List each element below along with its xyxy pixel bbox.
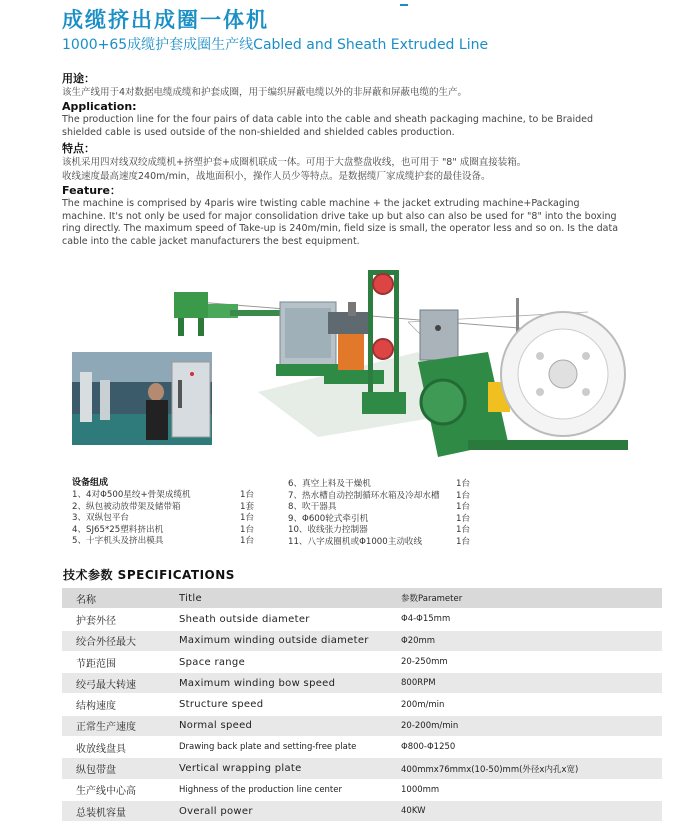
table-row: 结构速度 Structure speed 200m/min xyxy=(62,694,662,715)
specs-header-cell: 名称 xyxy=(62,588,179,609)
usage-heading-cn: 用途： xyxy=(62,72,95,85)
specs-table xyxy=(62,587,662,822)
specs-header-row xyxy=(62,588,662,609)
table-row: 总装机容量 Overall power 40KW xyxy=(62,800,662,821)
equipment-heading: 设备组成 xyxy=(72,478,109,488)
title-underline-fragment xyxy=(400,0,408,6)
equipment-item: 11、八字成圈机或Φ1000主动收线 1台 xyxy=(288,536,471,547)
feature-text-en: The machine is comprised by 4paris wire twisting cable machine + the jacket extruding machine+Packaging machine. It's not only be used for major consolidation drive take up but also can also be used for "8" into the boxing ring directly. The maximum speed of Take-up is 240m/min, field size is small, the operator less and so on. Is the data cable into the cable jacket manufacturers the best equipment. xyxy=(62,198,619,247)
equipment-item: 7、热水槽自动控制循环水箱及冷却水槽 1台 xyxy=(288,490,471,501)
specs-header-cell: Title xyxy=(179,588,401,609)
equipment-item: 5、十字机头及挤出模具 1台 xyxy=(72,536,255,547)
production-line-illustration xyxy=(168,262,630,472)
usage-heading-en: Application: xyxy=(62,100,137,113)
usage-text-en: The production line for the four pairs of data cable into the cable and sheath packaging machine, to be Braided shielded cable is used outside of the non-shielded and shielded cables production. xyxy=(62,114,593,138)
equipment-item: 8、吹干器具 1台 xyxy=(288,502,471,513)
equipment-item: 10、收线张力控制器 1台 xyxy=(288,525,471,536)
table-row: 绞合外径最大 Maximum winding outside diameter Φ20mm xyxy=(62,630,662,651)
equipment-item: 4、SJ65*25塑料挤出机 1台 xyxy=(72,524,255,535)
table-row: 生产线中心高 Highness of the production line center 1000mm xyxy=(62,779,662,800)
table-row: 节距范围 Space range 20-250mm xyxy=(62,651,662,672)
equipment-item: 6、真空上料及干燥机 1台 xyxy=(288,479,471,489)
intro-section xyxy=(62,72,622,249)
usage-text-cn: 该生产线用于4对数据电缆成缆和护套成圈，用于编织屏蔽电缆以外的非屏蔽和屏蔽电缆的生产。 xyxy=(62,87,468,98)
feature-heading-cn: 特点： xyxy=(62,142,95,156)
table-row: 绞弓最大转速 Maximum winding bow speed 800RPM xyxy=(62,673,662,694)
specs-header-cell: 参数Parameter xyxy=(401,588,662,609)
table-row: 纵包带盘 Vertical wrapping plate 400mmx76mmx(10-50)mm(外径x内孔x宽) xyxy=(62,758,662,779)
table-row: 正常生产速度 Normal speed 20-200m/min xyxy=(62,715,662,736)
table-row: 收放线盘具 Drawing back plate and setting-free plate Φ800-Φ1250 xyxy=(62,737,662,758)
feature-text-cn-2: 收线速度最高速度240m/min，战地面积小，操作人员少等特点。是数据缆厂家成缆护套的最佳设备。 xyxy=(62,171,491,183)
equipment-item: 1、4对Φ500星绞+骨架成缆机 1台 xyxy=(72,490,255,500)
equipment-item: 3、双纵包平台 1台 xyxy=(72,513,255,524)
page-subtitle: 1000+65成缆护套成圈生产线Cabled and Sheath Extruded Line xyxy=(62,37,489,53)
equipment-item: 2、纵包被动放带架及储带箱 1套 xyxy=(72,501,255,512)
table-row: 护套外径 Sheath outside diameter Φ4-Φ15mm xyxy=(62,609,662,630)
equipment-item: 9、Φ600轮式牵引机 1台 xyxy=(288,513,471,524)
specs-heading: 技术参数 SPECIFICATIONS xyxy=(63,568,235,582)
feature-heading-en: Feature： xyxy=(62,184,121,198)
equipment-list-right xyxy=(288,479,488,549)
feature-text-cn-1: 该机采用四对线双绞成缆机+挤塑护套+成圈机联成一体。可用于大盘整盘收线，也可用于 "8" 成圈直接装箱。 xyxy=(62,157,527,169)
equipment-list-left xyxy=(72,490,262,548)
factory-photo xyxy=(72,352,212,445)
page-title: 成缆挤出成圈一体机 xyxy=(62,8,269,32)
